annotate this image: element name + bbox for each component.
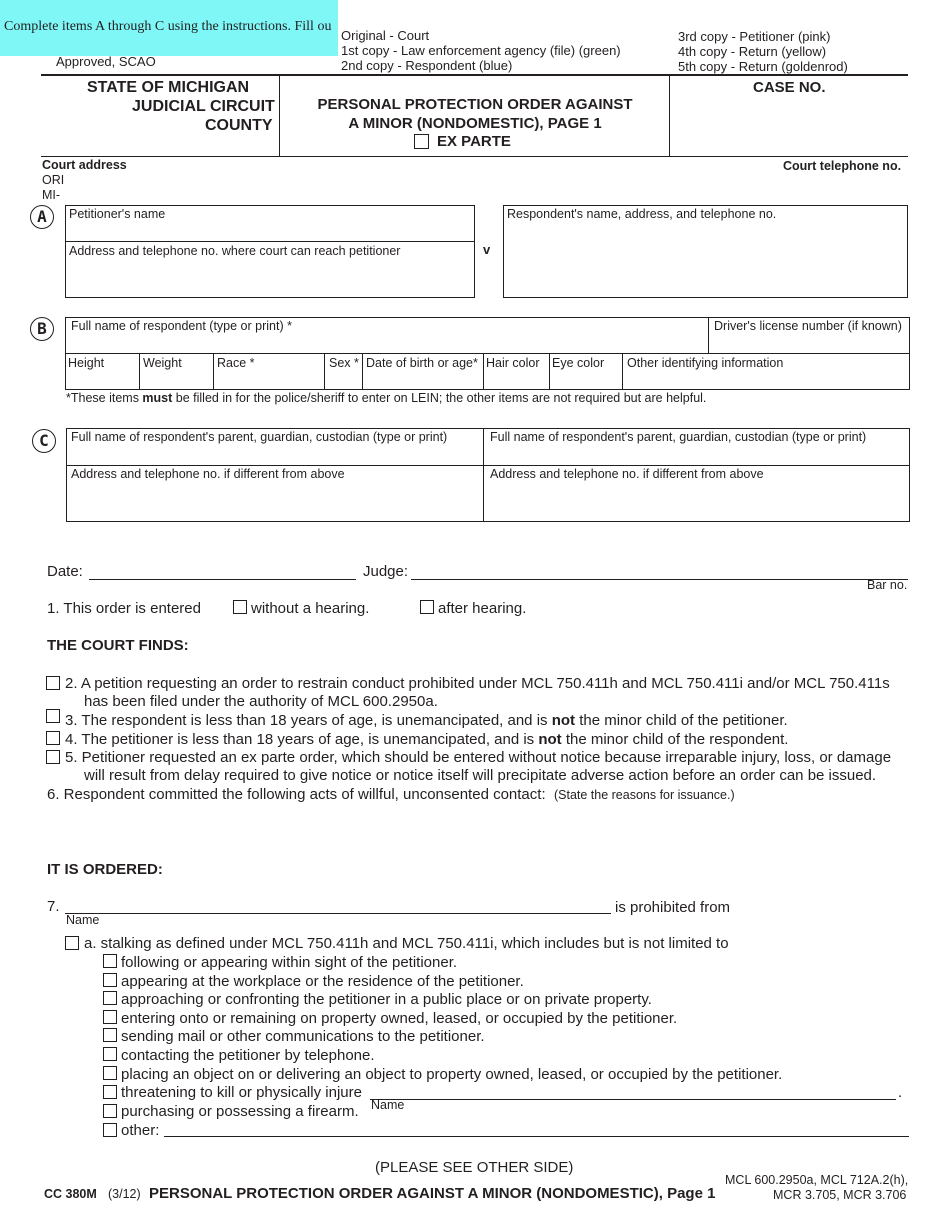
item5-checkbox[interactable]: [46, 750, 60, 764]
hair-label: Hair color: [486, 356, 540, 370]
item7-name-line[interactable]: [65, 913, 611, 914]
col-divider-sex: [362, 353, 363, 390]
sub-entering-label: entering onto or remaining on property owned, leased, or occupied by the petitioner.: [121, 1010, 678, 1027]
copy-first: 1st copy - Law enforcement agency (file) (green): [341, 43, 621, 58]
form-title-line-1: PERSONAL PROTECTION ORDER AGAINST: [317, 96, 633, 113]
item4-not: not: [538, 731, 562, 748]
state-label: STATE OF MICHIGAN: [87, 79, 250, 96]
sub-threatening-checkbox[interactable]: [103, 1085, 117, 1099]
item3-not: not: [551, 712, 576, 729]
court-finds-heading: THE COURT FINDS:: [47, 637, 189, 654]
judge-label: Judge:: [363, 563, 409, 580]
sub-entering-checkbox[interactable]: [103, 1010, 117, 1024]
ex-parte-label: EX PARTE: [437, 133, 511, 150]
item7-label: 7.: [47, 898, 60, 915]
copy-fourth: 4th copy - Return (yellow): [678, 44, 827, 59]
footer-citation-1: MCL 600.2950a, MCL 712A.2(h),: [725, 1173, 909, 1187]
section-c-marker: C: [32, 429, 56, 453]
form-title-line-2: A MINOR (NONDOMESTIC), PAGE 1: [348, 115, 602, 132]
see-other-side: (PLEASE SEE OTHER SIDE): [375, 1159, 574, 1176]
form-revision: (3/12): [108, 1187, 141, 1201]
parent-divider: [66, 465, 910, 466]
col-divider-race: [324, 353, 325, 390]
form-number: CC 380M: [44, 1187, 97, 1201]
instruction-banner[interactable]: [0, 0, 338, 56]
header-bottom-rule: [41, 156, 908, 157]
item5-line-1: 5. Petitioner requested an ex parte order, which should be entered without notice because irreparable injury, loss, or damage: [65, 749, 892, 766]
petitioner-address-label: Address and telephone no. where court can reach petitioner: [69, 244, 401, 258]
header-top-rule: [41, 74, 908, 76]
sub-object-label: placing an object on or delivering an object to property owned, leased, or occupied by the petitioner.: [121, 1066, 783, 1083]
height-label: Height: [68, 356, 105, 370]
lein-note-must: must: [142, 391, 173, 405]
sub-following-label: following or appearing within sight of the petitioner.: [121, 954, 458, 971]
item4-part-2: the minor child of the respondent.: [561, 731, 789, 748]
item4-checkbox[interactable]: [46, 731, 60, 745]
section-a-marker: A: [30, 205, 54, 229]
county-label: COUNTY: [205, 117, 273, 134]
after-hearing-checkbox[interactable]: [420, 600, 434, 614]
sub-telephone-checkbox[interactable]: [103, 1047, 117, 1061]
petitioner-divider: [65, 241, 475, 242]
ordered-heading: IT IS ORDERED:: [47, 861, 163, 878]
sub-approaching-checkbox[interactable]: [103, 991, 117, 1005]
copy-original: Original - Court: [341, 28, 430, 43]
circuit-label: JUDICIAL CIRCUIT: [132, 98, 275, 115]
after-hearing-label: after hearing.: [438, 600, 527, 617]
parent-name-1-label: Full name of respondent's parent, guardian, custodian (type or print): [71, 430, 448, 444]
item3-part-2: the minor child of the petitioner.: [575, 712, 788, 729]
respondent-info-divider: [65, 353, 910, 354]
petitioner-name-label: Petitioner's name: [69, 207, 166, 221]
sub-following-checkbox[interactable]: [103, 954, 117, 968]
date-label: Date:: [47, 563, 83, 580]
respondent-label: Respondent's name, address, and telephone no.: [507, 207, 777, 221]
item7a-checkbox[interactable]: [65, 936, 79, 950]
without-hearing-checkbox[interactable]: [233, 600, 247, 614]
sub-mail-checkbox[interactable]: [103, 1028, 117, 1042]
item7-name-label: Name: [66, 913, 100, 927]
ori-label: ORI: [42, 173, 65, 187]
copy-second: 2nd copy - Respondent (blue): [341, 58, 513, 73]
respondent-full-name-label: Full name of respondent (type or print) *: [71, 319, 292, 333]
item4-part-1: 4. The petitioner is less than 18 years of age, is unemancipated, and is: [65, 731, 539, 748]
eye-label: Eye color: [552, 356, 605, 370]
instruction-banner-text: Complete items A through C using the instructions. Fill ou: [4, 19, 332, 34]
footer-title: PERSONAL PROTECTION ORDER AGAINST A MINOR (NONDOMESTIC), Page 1: [149, 1185, 716, 1202]
col-divider-dob: [483, 353, 484, 390]
weight-label: Weight: [143, 356, 182, 370]
item6-note: (State the reasons for issuance.): [553, 788, 735, 802]
sub-object-checkbox[interactable]: [103, 1066, 117, 1080]
parent-address-2-label: Address and telephone no. if different from above: [490, 467, 764, 481]
lein-note-part-1: *These items: [66, 391, 143, 405]
bar-no-label: Bar no.: [867, 578, 908, 592]
threat-name-label: Name: [371, 1098, 405, 1112]
item3-checkbox[interactable]: [46, 709, 60, 723]
sub-threatening-label: threatening to kill or physically injure: [121, 1084, 362, 1101]
mi-label: MI-: [42, 188, 61, 202]
license-divider: [708, 317, 709, 353]
sub-approaching-label: approaching or confronting the petitioner in a public place or on private property.: [121, 991, 652, 1008]
prohibited-label: is prohibited from: [615, 899, 731, 916]
col-divider-height: [139, 353, 140, 390]
footer-citation-2: MCR 3.705, MCR 3.706: [773, 1188, 907, 1202]
versus-label: v: [483, 242, 491, 257]
item6-line: [47, 786, 735, 803]
sub-telephone-label: contacting the petitioner by telephone.: [121, 1047, 375, 1064]
parent-column-divider: [483, 428, 484, 522]
sub-workplace-checkbox[interactable]: [103, 973, 117, 987]
other-info-label: Other identifying information: [627, 356, 784, 370]
sub-mail-label: sending mail or other communications to the petitioner.: [121, 1028, 485, 1045]
court-telephone-label: Court telephone no.: [783, 159, 902, 173]
item7a-label: a. stalking as defined under MCL 750.411h and MCL 750.411i, which includes but is not limited to: [84, 935, 729, 952]
item1-label: 1. This order is entered: [47, 600, 201, 617]
item3-part-1: 3. The respondent is less than 18 years of age, is unemancipated, and is: [65, 712, 552, 729]
item5-line-2: will result from delay required to give notice or notice itself will precipitate adverse action before an order can be issued.: [84, 767, 877, 784]
copy-third: 3rd copy - Petitioner (pink): [678, 29, 831, 44]
sub-workplace-label: appearing at the workplace or the residence of the petitioner.: [121, 973, 524, 990]
col-divider-hair: [549, 353, 550, 390]
col-divider-eye: [622, 353, 623, 390]
item2-checkbox[interactable]: [46, 676, 60, 690]
item2-line-2: has been filed under the authority of MCL 600.2950a.: [84, 693, 438, 710]
race-label: Race *: [217, 356, 255, 370]
without-hearing-label: without a hearing.: [251, 600, 370, 617]
date-line[interactable]: [89, 579, 356, 580]
judge-line[interactable]: [411, 579, 908, 580]
item2-line-1: 2. A petition requesting an order to restrain conduct prohibited under MCL 750.411h and MCL 750.411i and/or MCL 750.411s: [65, 675, 890, 692]
case-no-label: CASE NO.: [753, 79, 826, 96]
item4-line: [65, 731, 788, 748]
threat-name-line[interactable]: [370, 1099, 896, 1100]
approved-label: Approved, SCAO: [56, 54, 156, 69]
sub-firearm-label: purchasing or possessing a firearm.: [121, 1103, 359, 1120]
sex-label: Sex *: [329, 356, 359, 370]
copy-fifth: 5th copy - Return (goldenrod): [678, 59, 848, 74]
threat-period: .: [898, 1084, 903, 1101]
sub-firearm-checkbox[interactable]: [103, 1104, 117, 1118]
sub-other-checkbox[interactable]: [103, 1123, 117, 1137]
license-label: Driver's license number (if known): [714, 319, 902, 333]
section-b-marker: B: [30, 317, 54, 341]
dob-label: Date of birth or age*: [366, 356, 478, 370]
sub-other-label: other:: [121, 1122, 160, 1139]
other-line[interactable]: [164, 1136, 909, 1137]
ex-parte-checkbox[interactable]: [414, 134, 429, 149]
court-address-label: Court address: [42, 158, 127, 172]
lein-note: [66, 391, 706, 405]
parent-name-2-label: Full name of respondent's parent, guardian, custodian (type or print): [490, 430, 867, 444]
col-divider-weight: [213, 353, 214, 390]
item3-line: [65, 712, 788, 729]
parent-address-1-label: Address and telephone no. if different from above: [71, 467, 345, 481]
lein-note-part-2: be filled in for the police/sheriff to enter on LEIN; the other items are not required but are helpful.: [172, 391, 707, 405]
item6-text: 6. Respondent committed the following acts of willful, unconsented contact:: [47, 786, 546, 803]
